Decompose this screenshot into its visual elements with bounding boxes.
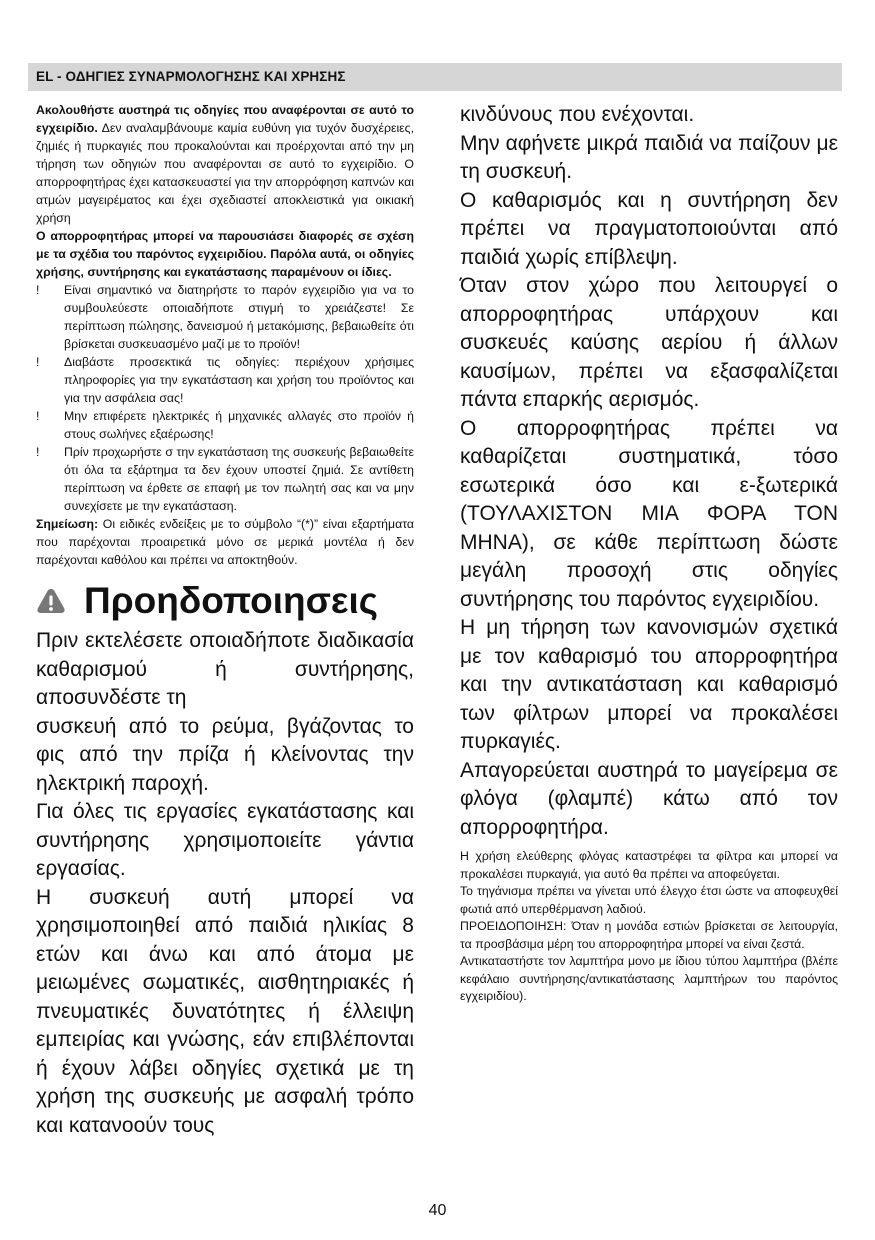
exclamation-marker: ! — [36, 409, 40, 423]
warning-paragraph: συσκευή από το ρεύμα, βγάζοντας το φις από την πρίζα ή κλείνοντας την ηλεκτρική παροχή. — [36, 714, 414, 795]
left-column — [36, 101, 414, 1140]
list-item — [36, 281, 414, 353]
warning-paragraph: Για όλες τις εργασίες εγκατάστασης και συντήρησης χρησιμοποιείτε γάντια εργασίας. — [36, 800, 414, 880]
warning-paragraph: Ο καθαρισμός και η συντήρηση δεν πρέπει να πραγματοποιούνται από παιδιά χωρίς επίβλεψη. — [460, 188, 838, 269]
list-item-text: Είναι σημαντικό να διατηρήστε το παρόν εγχειρίδιο για να το συμβουλεύεστε οποιαδήποτε στιγμή το χρειάζεστε! Σε περίπτωση πώλησης, δανεισμού ή μετακόμισης, βεβαιωθείτε ότι βρίσκεται συσκευασμένο μαζί με το προϊόν! — [64, 283, 414, 351]
note-text: Οι ειδικές ενδείξεις με το σύμβολο “(*)” είναι εξαρτήματα που παρέχονται προαιρετικά μόνο σε μερικά μοντέλα ή δεν παρέχονται καθόλου και πρέπει να αποκτηθούν. — [36, 517, 414, 567]
section-title: EL - ΟΔΗΓΙΕΣ ΣΥΝΑΡΜΟΛΟΓΗΣΗΣ ΚΑΙ ΧΡΗΣΗΣ — [36, 69, 346, 84]
warning-icon — [36, 587, 66, 615]
exclamation-marker: ! — [36, 445, 40, 459]
list-item — [36, 407, 414, 443]
warning-paragraph: κινδύνους που ενέχονται. — [460, 103, 695, 126]
page-number: 40 — [428, 1202, 447, 1219]
warning-paragraph: Η συσκευή αυτή μπορεί να χρησιμοποιηθεί από παιδιά ηλικίας 8 ετών και άνω και από άτομα με μειωμένες σωματικές, αισθητηριακές ή πνευματικές δυνατότητες ή έλλειψη εμπειρίας και γνώσης, εάν επιβλέπονται ή έχουν λάβει οδηγίες σχετικά με τη χρήση της συσκευής με ασφαλή τρόπο και κατανοούν τους — [36, 885, 414, 1137]
warnings-heading — [36, 579, 414, 623]
warnings-title: Προηδοποιησεις — [84, 580, 378, 621]
intro-bold-lead: Ακολουθήστε αυστηρά τις οδηγίες που αναφέρονται σε αυτό το εγχειρίδιο. — [36, 103, 414, 135]
intro-text: Δεν αναλαμβάνουμε καμία ευθύνη για τυχόν δυσχέρειες, ζημιές ή πυρκαγιές που προκαλούνται και προέρχονται από την μη τήρηση των οδηγιών που αναφέρονται σε αυτό το εγχειρίδιο. Ο απορροφητήρας έχει κατασκευαστεί για την απορρόφηση καπνών και ατμών μαγειρέματος και έχει σχεδιαστεί αποκλειστικά για οικιακή χρήση — [36, 121, 414, 225]
intro-paragraph — [36, 101, 414, 227]
warning-paragraph: Όταν στον χώρο που λειτουργεί ο απορροφητήρας υπάρχουν και συσκευές καύσης αερίου ή άλλων καυσίμων, πρέπει να εξασφαλίζεται πάντα επαρκής αερισμός. — [460, 274, 838, 411]
list-item — [36, 443, 414, 515]
warning-paragraph: Η μη τήρηση των κανονισμών σχετικά με τον καθαρισμό του απορροφητήρα και την αντικατάσταση και καθαρισμό των φίλτρων μπορεί να προκαλέσει πυρκαγιές. — [460, 616, 838, 753]
warning-paragraph: Απαγορεύεται αυστηρά το μαγείρεμα σε φλόγα (φλαμπέ) κάτω από τον απορροφητήρα. — [460, 758, 838, 839]
list-item-text: Διαβάστε προσεκτικά τις οδηγίες: περιέχουν χρήσιμες πληροφορίες για την εγκατάσταση και χρήση του προϊόντος και για την ασφάλεια σας! — [64, 355, 414, 405]
warning-paragraph: Πριν εκτελέσετε οποιαδήποτε διαδικασία καθαρισμού ή συντήρησης, αποσυνδέστε τη — [36, 629, 414, 709]
warning-detail: ΠΡΟΕΙΔΟΠΟΙΗΣΗ: Όταν η μονάδα εστιών βρίσκεται σε λειτουργία, τα προσβάσιμα μέρη του απορροφητήρα μπορεί να είναι ζεστά. — [460, 919, 838, 951]
warning-detail: Αντικαταστήστε τον λαμπτήρα μονο με ίδιου τύπου λαμπτήρα (βλέπε κεφάλαιο συντήρησης/αντικατάστασης λαμπτήρων του παρόντος εγχειριδίου). — [460, 954, 838, 1003]
right-column — [460, 101, 838, 1006]
list-item — [36, 353, 414, 407]
list-item-text: Μην επιφέρετε ηλεκτρικές ή μηχανικές αλλαγές στο προϊόν ή στους σωλήνες εξαέρωσης! — [64, 409, 414, 441]
instruction-list — [36, 281, 414, 515]
intro-bold-paragraph: Ο απορροφητήρας μπορεί να παρουσιάσει διαφορές σε σχέση με τα σχέδια του παρόντος εγχειριδίου. Παρόλα αυτά, οι οδηγίες χρήσης, συντήρησης και εγκατάστασης παραμένουν οι ίδιες. — [36, 229, 414, 279]
warning-paragraph: Μην αφήνετε μικρά παιδιά να παίζουν με τη συσκευή. — [460, 131, 838, 183]
warning-detail: Η χρήση ελεύθερης φλόγας καταστρέφει τα φίλτρα και μπορεί να προκαλέσει πυρκαγιά, για αυτό θα πρέπει να αποφεύγεται. — [460, 849, 838, 881]
list-item-text: Πρίν προχωρήστε σ την εγκατάσταση της συσκευής βεβαιωθείτε ότι όλα τα εξάρτημα τα δεν έχουν υποστεί ζημιά. Σε αντίθετη περίπτωση να έρθετε σε επαφή με τον πωλητή σας και να μην συνεχίσετε με την εγκατάσταση. — [64, 445, 414, 513]
warning-detail: Το τηγάνισμα πρέπει να γίνεται υπό έλεγχο έτσι ώστε να αποφευχθεί φωτιά από υπερθέρμανση λαδιού. — [460, 884, 838, 916]
section-header — [28, 63, 842, 91]
exclamation-marker: ! — [36, 283, 40, 297]
exclamation-marker: ! — [36, 355, 40, 369]
warning-paragraph: Ο απορροφητήρας πρέπει να καθαρίζεται συστηματικά, τόσο εσωτερικά όσο και ε-ξωτερικά (ΤΟΥΛΑΧΙΣΤΟΝ ΜΙΑ ΦΟΡΑ ΤΟΝ ΜΗΝΑ), σε κάθε περίπτωση δώστε μεγάλη προσοχή στις οδηγίες συντήρησης του παρόντος εγχειριδίου. — [460, 416, 838, 611]
note-paragraph — [36, 515, 414, 569]
note-label: Σημείωση: — [36, 517, 99, 531]
